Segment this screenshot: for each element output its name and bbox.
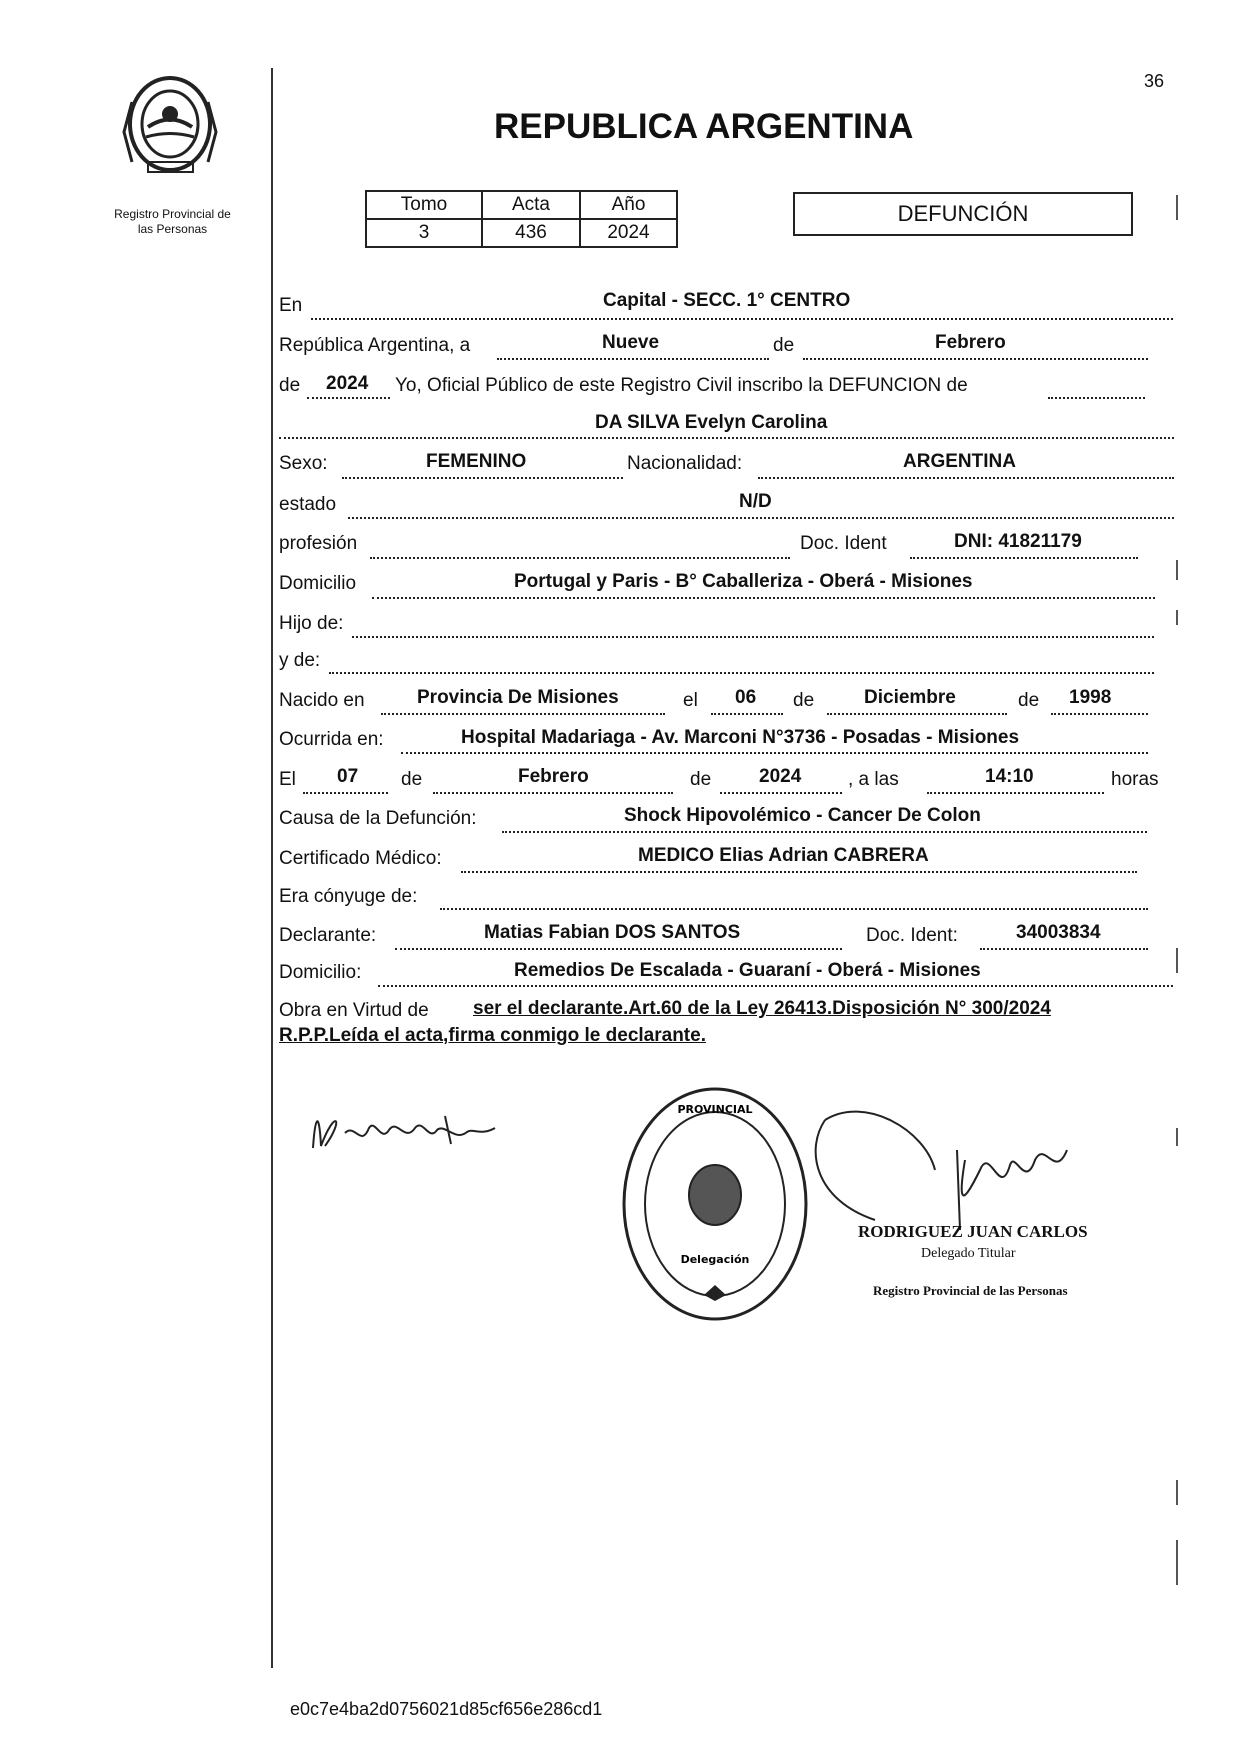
label-profesion: profesión: [279, 533, 358, 554]
value-anio: 2024: [326, 373, 369, 394]
value-decl-domicilio: Remedios De Escalada - Guaraní - Oberá - Misiones: [514, 960, 981, 981]
line-ocurrida: [401, 752, 1148, 754]
line-doc: [910, 557, 1138, 559]
logo-caption: [100, 207, 245, 237]
right-margin-mark: [1176, 948, 1178, 973]
value-nac-mes: Diciembre: [864, 687, 956, 708]
value-nacido-en: Provincia De Misiones: [417, 687, 619, 708]
line-nac-dia: [711, 713, 783, 715]
line-estado: [348, 517, 1174, 519]
label-doc-ident2: Doc. Ident:: [866, 925, 958, 946]
line-y-de: [329, 672, 1154, 674]
label-ocurrida: Ocurrida en:: [279, 729, 384, 750]
logo-caption-line2: las Personas: [137, 222, 208, 236]
official-stamp: [620, 1085, 810, 1323]
label-de4: de: [1018, 690, 1040, 711]
line-decl-domicilio: [378, 985, 1173, 987]
label-hijo: Hijo de:: [279, 613, 344, 634]
official-title: Delegado Titular: [921, 1246, 1016, 1261]
value-dni: DNI: 41821179: [954, 531, 1082, 552]
line-mes: [803, 358, 1148, 360]
line-sexo: [342, 477, 623, 479]
reference-header-row: [366, 191, 677, 219]
ref-header-acta: Acta: [482, 191, 580, 219]
value-def-mes: Febrero: [518, 766, 589, 787]
line-def-anio: [720, 792, 842, 794]
value-domicilio: Portugal y Paris - B° Caballeriza - Oberá - Misiones: [514, 571, 973, 592]
line-def-dia: [303, 792, 388, 794]
label-de3: de: [793, 690, 815, 711]
value-nac-anio: 1998: [1069, 687, 1112, 708]
label-declarante: Declarante:: [279, 925, 377, 946]
value-ocurrida: Hospital Madariaga - Av. Marconi N°3736 - Posadas - Misiones: [461, 727, 1020, 748]
value-estado: N/D: [739, 491, 772, 512]
declarant-signature: [305, 1098, 505, 1168]
left-margin-rule: [271, 68, 273, 1668]
ref-value-acta: 436: [482, 219, 580, 247]
value-decl-doc: 34003834: [1016, 922, 1101, 943]
label-republica: República Argentina, a: [279, 335, 471, 356]
line-dia: [497, 358, 769, 360]
reference-value-row: [366, 219, 677, 247]
line-def-mes: [433, 792, 673, 794]
value-obra-1: ser el declarante.Art.60 de la Ley 26413.Disposición N° 300/2024: [473, 998, 1051, 1019]
ref-header-tomo: Tomo: [366, 191, 482, 219]
line-nac-anio: [1051, 713, 1148, 715]
label-a-las: , a las: [848, 769, 899, 790]
footer-hash: e0c7e4ba2d0756021d85cf656e286cd1: [290, 1699, 603, 1719]
svg-text:PROVINCIAL: PROVINCIAL: [677, 1103, 753, 1116]
page-number: 36: [1144, 71, 1165, 91]
line-nac-mes: [827, 713, 1007, 715]
value-def-dia: 07: [337, 766, 359, 787]
line-profesion: [370, 557, 790, 559]
official-name: RODRIGUEZ JUAN CARLOS: [858, 1222, 1088, 1241]
label-certificado: Certificado Médico:: [279, 848, 442, 869]
doc-type: DEFUNCIÓN: [897, 201, 1029, 226]
value-sexo: FEMENINO: [426, 451, 527, 472]
label-nacido: Nacido en: [279, 690, 365, 711]
label-obra: Obra en Virtud de: [279, 1000, 429, 1021]
label-de: de: [773, 335, 795, 356]
label-yo: Yo, Oficial Público de este Registro Civil inscribo la DEFUNCION de: [395, 375, 968, 396]
label-y-de: y de:: [279, 650, 321, 671]
reference-table: [365, 190, 678, 248]
value-certificado: MEDICO Elias Adrian CABRERA: [638, 845, 929, 866]
right-margin-mark: [1176, 610, 1178, 625]
page-title: REPUBLICA ARGENTINA: [494, 107, 914, 146]
line-conyuge: [440, 908, 1148, 910]
right-margin-mark: [1176, 195, 1178, 220]
value-nacionalidad: ARGENTINA: [903, 451, 1016, 472]
value-causa: Shock Hipovolémico - Cancer De Colon: [624, 805, 981, 826]
label-causa: Causa de la Defunción:: [279, 808, 477, 829]
value-lugar: Capital - SECC. 1° CENTRO: [603, 290, 851, 311]
label-de5: de: [401, 769, 423, 790]
value-nombre: DA SILVA Evelyn Carolina: [595, 412, 828, 433]
label-en: En: [279, 295, 303, 316]
label-estado: estado: [279, 494, 337, 515]
svg-text:Delegación: Delegación: [680, 1253, 750, 1266]
label-el: el: [683, 690, 698, 711]
label-de6: de: [690, 769, 712, 790]
logo: [118, 72, 223, 177]
value-def-anio: 2024: [759, 766, 802, 787]
line-causa: [502, 831, 1147, 833]
label-sexo: Sexo:: [279, 453, 328, 474]
right-margin-mark: [1176, 1128, 1178, 1146]
line-declarante: [395, 948, 842, 950]
line-nacido: [381, 713, 665, 715]
right-margin-mark: [1176, 1540, 1178, 1585]
value-declarante: Matias Fabian DOS SANTOS: [484, 922, 741, 943]
value-mes: Febrero: [935, 332, 1006, 353]
label-el2: El: [279, 769, 296, 790]
logo-caption-line1: Registro Provincial de: [114, 207, 231, 221]
label-doc-ident: Doc. Ident: [800, 533, 887, 554]
line-domicilio: [372, 597, 1155, 599]
line-nacionalidad: [758, 477, 1174, 479]
ref-value-anio: 2024: [580, 219, 677, 247]
label-domicilio2: Domicilio:: [279, 962, 362, 983]
value-dia: Nueve: [602, 332, 660, 353]
line-yo-end: [1048, 397, 1145, 399]
label-nacionalidad: Nacionalidad:: [627, 453, 743, 474]
label-horas: horas: [1111, 769, 1159, 790]
line-hora: [927, 792, 1104, 794]
ref-value-tomo: 3: [366, 219, 482, 247]
value-nac-dia: 06: [735, 687, 757, 708]
right-margin-mark: [1176, 1480, 1178, 1505]
line-en: [311, 318, 1173, 320]
line-nombre: [279, 437, 1174, 439]
ref-header-anio: Año: [580, 191, 677, 219]
label-de2: de: [279, 375, 301, 396]
official-org: Registro Provincial de las Personas: [873, 1283, 1068, 1298]
line-anio: [307, 397, 390, 399]
label-domicilio: Domicilio: [279, 573, 357, 594]
line-decl-doc: [980, 948, 1148, 950]
value-obra-2: R.P.P.Leída el acta,firma conmigo le declarante.: [279, 1025, 706, 1046]
right-margin-mark: [1176, 560, 1178, 580]
line-certificado: [461, 871, 1137, 873]
label-conyuge: Era cónyuge de:: [279, 886, 418, 907]
doc-type-box: [793, 192, 1133, 236]
value-hora: 14:10: [985, 766, 1034, 787]
line-hijo: [352, 636, 1154, 638]
